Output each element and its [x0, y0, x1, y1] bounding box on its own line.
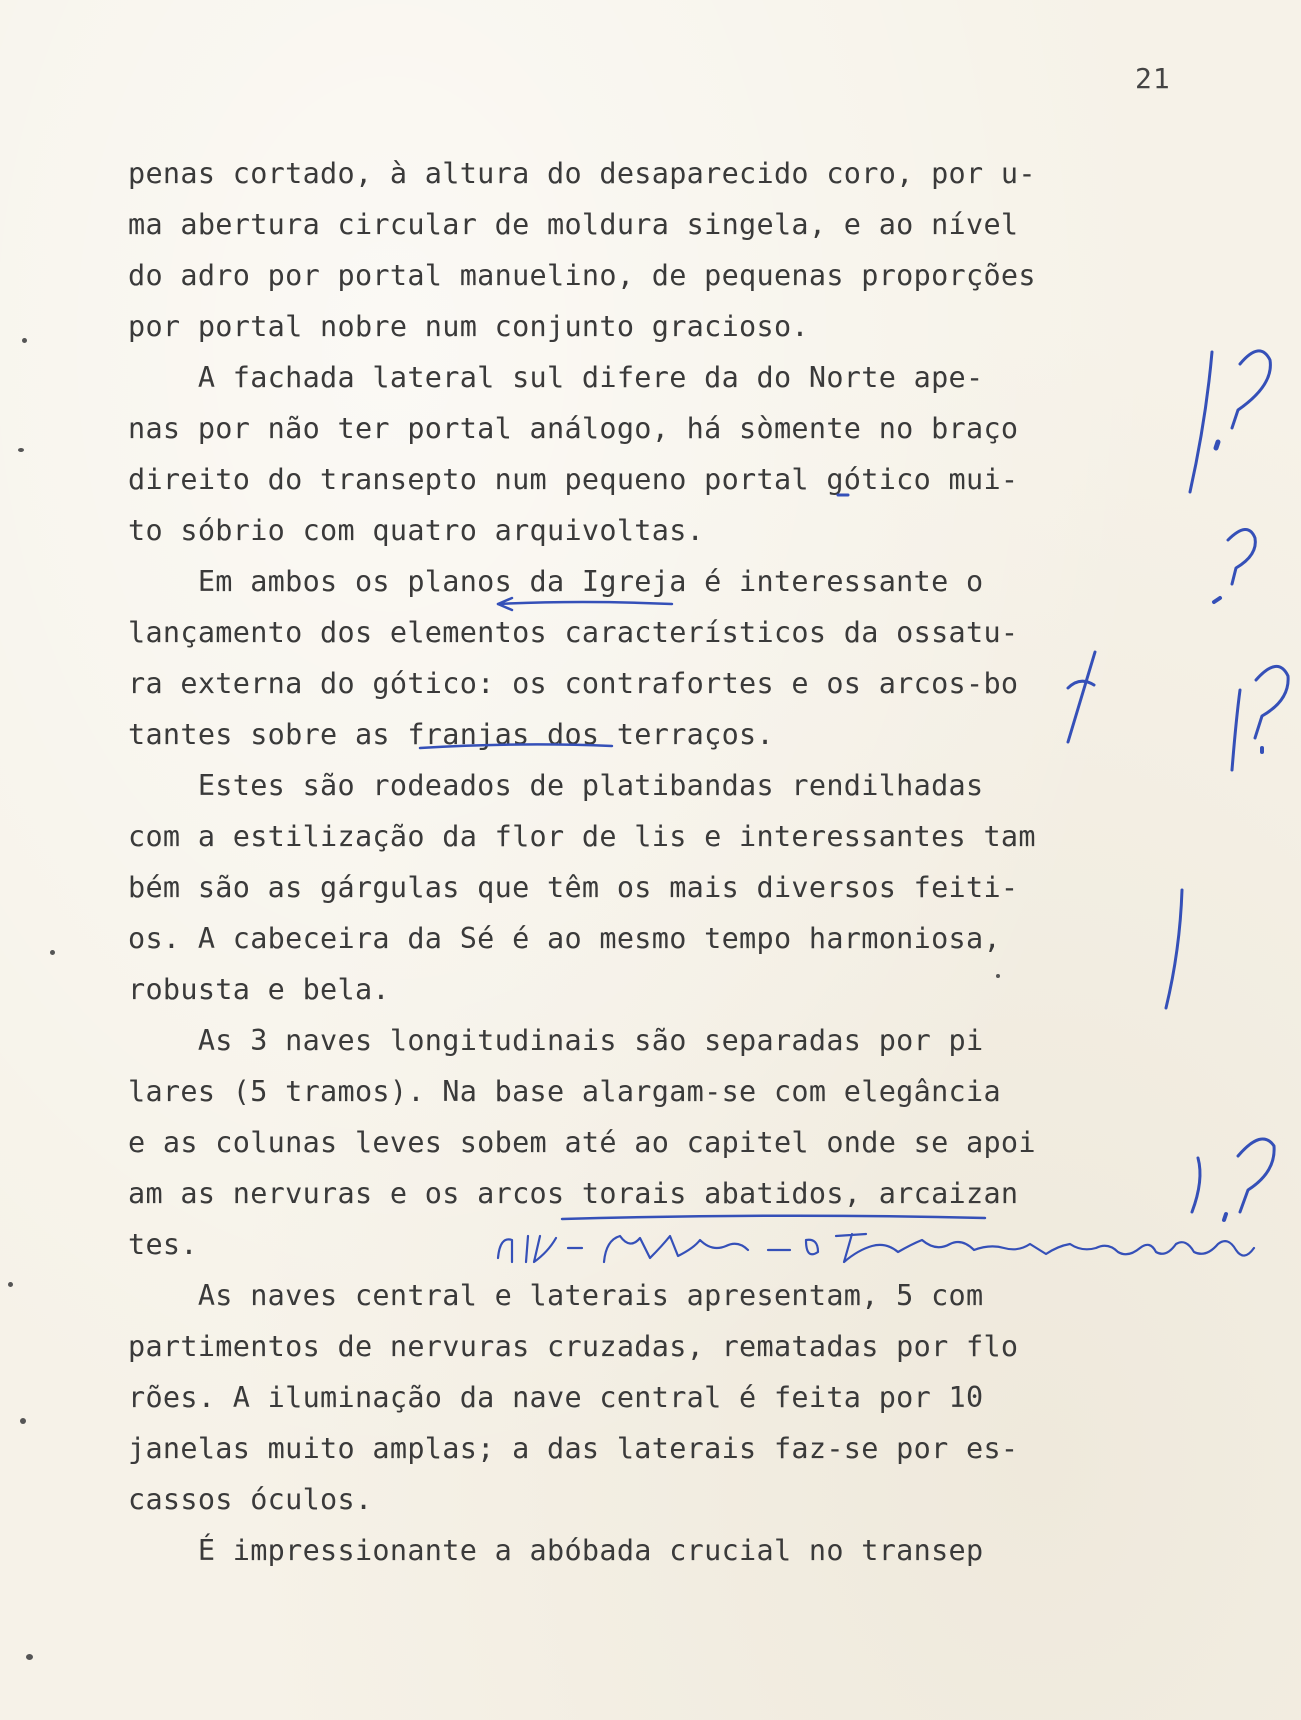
text-line: rões. A iluminação da nave central é feita por 10 — [128, 1381, 984, 1414]
text-line: robusta e bela. — [128, 973, 390, 1006]
text-line: É impressionante a abóbada crucial no transep — [128, 1534, 984, 1567]
question-dot-2 — [1214, 598, 1220, 602]
text-line: partimentos de nervuras cruzadas, rematadas por flo — [128, 1330, 1019, 1363]
text-line: janelas muito amplas; a das laterais faz-se por es- — [128, 1432, 1019, 1465]
text-line: lançamento dos elementos característicos da ossatu- — [128, 616, 1019, 649]
text-line: tantes sobre as franjas dos terraços. — [128, 718, 774, 751]
text-line: ra externa do gótico: os contrafortes e os arcos-bo — [128, 667, 1019, 700]
paper-speck — [22, 338, 27, 343]
text-line: direito do transepto num pequeno portal gótico mui- — [128, 463, 1019, 496]
paper-speck — [26, 1654, 33, 1660]
text-line: por portal nobre num conjunto gracioso. — [128, 310, 809, 343]
text-line: A fachada lateral sul difere da do Norte ape- — [128, 361, 984, 394]
question-mark-3 — [1255, 666, 1288, 738]
question-dot-4 — [1224, 1214, 1226, 1220]
text-line: tes. — [128, 1228, 198, 1261]
page-number: 21 — [1135, 62, 1171, 95]
question-dot-1 — [1216, 442, 1218, 448]
text-line: do adro por portal manuelino, de pequenas proporções — [128, 259, 1036, 292]
paper-speck — [20, 1418, 26, 1424]
typed-text-body — [128, 148, 1208, 1576]
text-line: e as colunas leves sobem até ao capitel onde se apoi — [128, 1126, 1036, 1159]
text-line: to sóbrio com quatro arquivoltas. — [128, 514, 705, 547]
text-line: nas por não ter portal análogo, há sòmente no braço — [128, 412, 1019, 445]
text-line: lares (5 tramos). Na base alargam-se com elegância — [128, 1075, 1001, 1108]
paper-speck — [18, 448, 24, 452]
paper-speck — [996, 974, 1000, 978]
text-line: bém são as gárgulas que têm os mais diversos feiti- — [128, 871, 1019, 904]
question-mark-1 — [1232, 351, 1270, 428]
text-line: ma abertura circular de moldura singela, e ao nível — [128, 208, 1019, 241]
question-mark-2 — [1228, 529, 1255, 584]
text-line: Em ambos os planos da Igreja é interessante o — [128, 565, 984, 598]
text-line: os. A cabeceira da Sé é ao mesmo tempo harmoniosa, — [128, 922, 1001, 955]
text-line: As 3 naves longitudinais são separadas por pi — [128, 1024, 984, 1057]
text-line: am as nervuras e os arcos torais abatidos, arcaizan — [128, 1177, 1019, 1210]
text-line: As naves central e laterais apresentam, 5 com — [128, 1279, 984, 1312]
text-line: penas cortado, à altura do desaparecido coro, por u- — [128, 157, 1036, 190]
text-line: cassos óculos. — [128, 1483, 373, 1516]
paper-speck — [8, 1282, 13, 1287]
question-mark-4 — [1238, 1139, 1274, 1212]
text-line: Estes são rodeados de platibandas rendilhadas — [128, 769, 984, 802]
text-line: com a estilização da flor de lis e interessantes tam — [128, 820, 1036, 853]
paper-speck — [50, 950, 55, 955]
bracket-paragraph-3 — [1232, 690, 1240, 770]
